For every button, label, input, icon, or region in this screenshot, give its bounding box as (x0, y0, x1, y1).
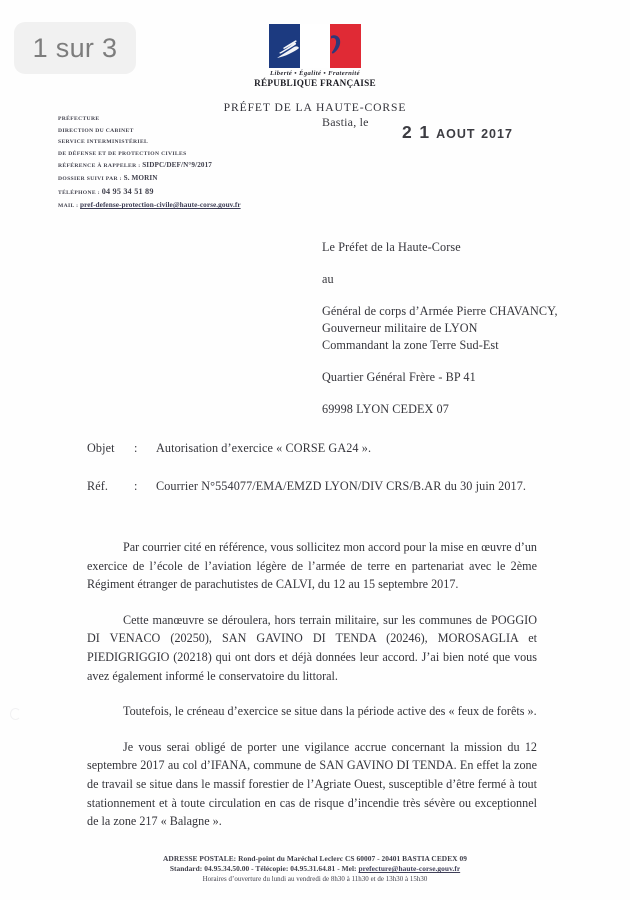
footer-contact-text: Standard: 04.95.34.50.00 - Télécopie: 04.95.31.64.81 - Mel: (169, 864, 359, 874)
letter-body (87, 538, 537, 848)
letterhead-line-prefecture (58, 114, 303, 126)
body-paragraph-2: Cette manœuvre se déroulera, hors terrain militaire, sur les communes de POGGIO DI VENACO (20250), SAN GAVINO DI TENDA (20246), MOROSAGLIA et PIEDIGRIGGIO (20218) qui ont dors et déjà données leur accord. J’ai bien noté que vous avez également informé le conservatoire du littoral. (87, 612, 537, 683)
letterhead-mail-link[interactable]: pref-defense-protection-civile@haute-corse.gouv.fr (80, 200, 241, 210)
date-stamp-year: 2017 (481, 127, 513, 141)
footer-mail-link[interactable]: prefecture@haute-corse.gouv.fr (358, 864, 461, 874)
letterhead-label: DOSSIER SUIVI PAR : (58, 175, 124, 182)
letterhead-label: RÉFÉRENCE À RAPPELER : (58, 163, 143, 170)
spacer (322, 354, 592, 369)
letterhead-label: DIRECTION DU CABINET (58, 127, 134, 134)
address-line-2: 69998 LYON CEDEX 07 (322, 402, 449, 416)
date-place-line: Bastia, le (322, 115, 369, 129)
body-paragraph-3: Toutefois, le créneau d’exercice se situe dans la période active des « feux de forêts ». (123, 704, 537, 719)
date-stamp (402, 122, 513, 143)
french-republic-marianne-flag-emblem (269, 24, 361, 68)
subject-reference-block (87, 441, 567, 517)
scan-artifact-mark (10, 708, 21, 720)
spacer (322, 256, 592, 271)
page-title: PRÉFET DE LA HAUTE-CORSE (223, 101, 407, 114)
recipient-line-3: Commandant la zone Terre Sud-Est (322, 338, 499, 352)
letterhead-label: SERVICE INTERMINISTÉRIEL (58, 139, 149, 146)
reference-colon: : (134, 479, 138, 493)
connector-line: au (322, 272, 334, 286)
reference-row (87, 479, 567, 494)
letterhead-block (58, 114, 303, 213)
page-indicator-badge: 1 sur 3 (14, 22, 136, 74)
letterhead-line-telephone (58, 186, 303, 200)
objet-row (87, 441, 567, 456)
spacer (322, 288, 592, 303)
footer-opening-hours: Horaires d’ouverture du lundi au vendredi de 8h30 à 11h30 et de 13h30 à 15h30 (202, 875, 428, 883)
letterhead-label: PRÉFECTURE (58, 116, 100, 122)
footer-contact-line (0, 864, 630, 874)
date-stamp-day: 2 1 (402, 122, 431, 142)
document-footer (0, 854, 630, 885)
letterhead-line-service (58, 137, 303, 149)
letterhead-line-reference (58, 160, 303, 173)
letterhead-phone-value: 04 95 34 51 89 (101, 186, 154, 196)
addressee-block (322, 239, 592, 418)
objet-label: Objet (87, 441, 115, 455)
letterhead-dossier-value: S. MORIN (123, 173, 158, 182)
spacer (322, 386, 592, 401)
recipient-line-1: Général de corps d’Armée Pierre CHAVANCY, (322, 304, 558, 318)
republic-name: RÉPUBLIQUE FRANÇAISE (254, 78, 376, 88)
body-paragraph-4: Je vous serai obligé de porter une vigilance accrue concernant la mission du 12 septembre 2017 au col d’IFANA, commune de SAN GAVINO DI TENDA. En effet la zone de travail se situe dans le massif forestier de l’Agriate Ouest, susceptible d’être fermé à tout stationnement et à toute circulation en cas de risque d’incendie très sévère ou exceptionnel de la zone 217 « Balagne ». (87, 739, 537, 829)
date-stamp-month: AOUT (436, 127, 476, 141)
body-paragraph-1: Par courrier cité en référence, vous sollicitez mon accord pour la mise en œuvre d’un exercice de l’école de l’aviation légère de l’armée de terre en partenariat avec le 2ème Régiment étranger de parachutistes de CALVI, du 12 au 15 septembre 2017. (87, 540, 537, 592)
address-line-1: Quartier Général Frère - BP 41 (322, 370, 476, 384)
recipient-line-2: Gouverneur militaire de LYON (322, 321, 478, 335)
republic-motto: Liberté • Égalité • Fraternité (270, 70, 360, 77)
letterhead-line-mail (58, 199, 303, 213)
objet-value: Autorisation d’exercice « CORSE GA24 ». (156, 441, 372, 455)
sender-line: Le Préfet de la Haute-Corse (322, 240, 461, 254)
letterhead-line-defense (58, 149, 303, 161)
footer-postal-address: ADRESSE POSTALE: Rond-point du Maréchal Leclerc CS 60007 - 20401 BASTIA CEDEX 09 (163, 854, 467, 863)
letterhead-label: MAIL : (58, 203, 81, 210)
reference-value: Courrier N°554077/EMA/EMZD LYON/DIV CRS/B.AR du 30 juin 2017. (156, 479, 527, 493)
letterhead-label: DE DÉFENSE ET DE PROTECTION CIVILES (58, 150, 187, 157)
letterhead-line-direction (58, 126, 303, 138)
letterhead-line-dossier (58, 173, 303, 186)
letterhead-label: TÉLÉPHONE : (58, 189, 102, 196)
reference-label: Réf. (87, 479, 109, 493)
objet-colon: : (134, 441, 138, 455)
letterhead-reference-value: SIDPC/DEF/N°9/2017 (142, 161, 212, 170)
